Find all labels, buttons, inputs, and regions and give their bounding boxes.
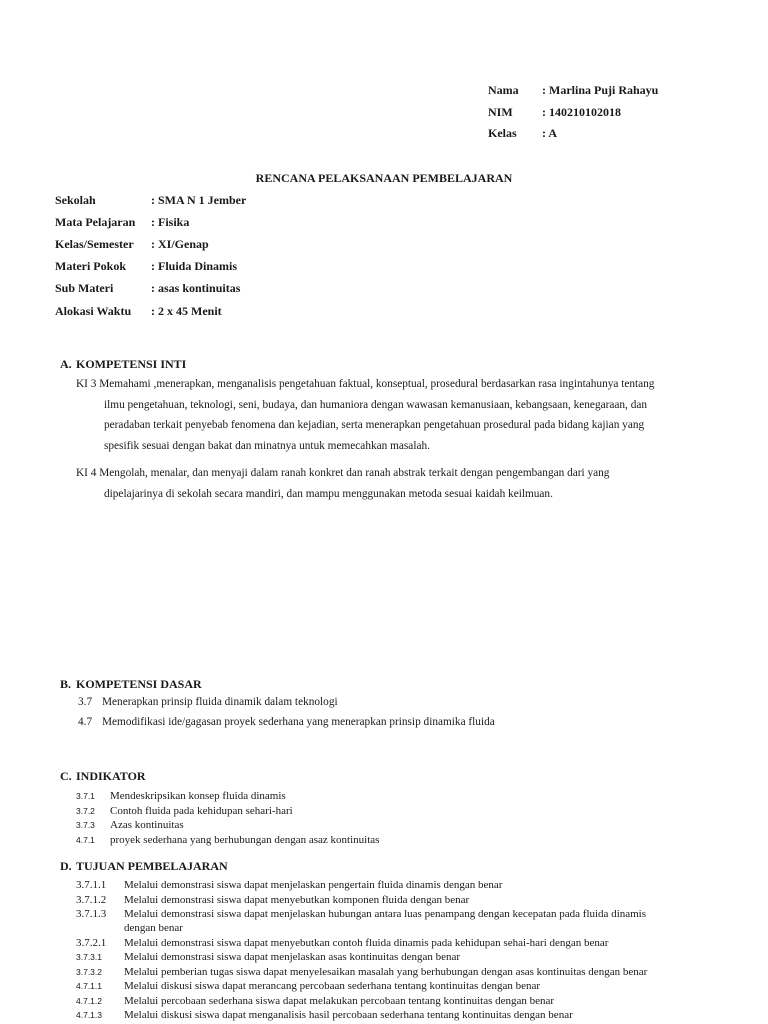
indicator-number: 3.7.2 — [76, 806, 95, 816]
indicator-text: Azas kontinuitas — [110, 819, 184, 831]
objective-number: 3.7.2.1 — [76, 937, 107, 949]
indicator-text: Contoh fluida pada kehidupan sehari-hari — [110, 805, 293, 817]
ki4-paragraph — [76, 463, 706, 504]
kd-item — [78, 716, 495, 728]
ki3-line: ilmu pengetahuan, teknologi, seni, budaya, dan humaniora dengan wawasan kemanusiaan, kebangsaan, kenegaraan, dan — [104, 398, 648, 411]
objective-text: Melalui demonstrasi siswa dapat menjelaskan asas kontinuitas dengan benar — [124, 951, 461, 963]
kd-text: Memodifikasi ide/gagasan proyek sederhana yang menerapkan prinsip dinamika fluida — [102, 716, 495, 728]
section-title: KOMPETENSI DASAR — [76, 677, 202, 691]
ki4-line: dipelajarinya di sekolah secara mandiri, dan mampu menggunakan metoda sesuai kaidah keilmuan. — [104, 487, 553, 500]
section-letter: C. — [60, 769, 72, 783]
objective-item — [76, 879, 502, 891]
objective-item — [76, 980, 540, 992]
info-value: : XI/Genap — [151, 237, 209, 251]
objective-text: Melalui pemberian tugas siswa dapat menyelesaikan masalah yang berhubungan dengan asas kontinuitas dengan benar — [124, 966, 648, 978]
section-b-heading — [60, 677, 202, 692]
indicator-item — [76, 805, 293, 817]
identity-value: : Marlina Puji Rahayu — [542, 83, 659, 97]
kd-text: Menerapkan prinsip fluida dinamik dalam teknologi — [102, 696, 338, 708]
section-d-heading — [60, 859, 228, 874]
ki3-paragraph — [76, 374, 706, 456]
info-value: : Fluida Dinamis — [151, 259, 238, 273]
ki3-line: KI 3 Memahami ,menerapkan, menganalisis pengetahuan faktual, konseptual, prosedural berdasarkan rasa ingintahunya tentang — [76, 378, 655, 390]
objective-number: 3.7.1.1 — [76, 879, 107, 891]
info-value: : asas kontinuitas — [151, 281, 241, 295]
indicator-item — [76, 819, 184, 831]
section-title: INDIKATOR — [76, 769, 146, 783]
objective-text: Melalui demonstrasi siswa dapat menjelaskan hubungan antara luas penampang dengan kecepatan pada fluida dinamis — [124, 908, 647, 920]
ki3-line: spesifik sesuai dengan bakat dan minatnya untuk memecahkan masalah. — [104, 439, 430, 452]
objective-item — [76, 908, 646, 920]
objective-text: Melalui diskusi siswa dapat merancang percobaan sederhana tentang kontinuitas dengan benar — [124, 980, 541, 992]
indicator-item — [76, 790, 286, 802]
objective-item — [76, 937, 608, 949]
info-label: Kelas/Semester — [55, 237, 134, 251]
ki4-line: KI 4 Mengolah, menalar, dan menyaji dalam ranah konkret dan ranah abstrak terkait dengan pengembangan dari yang — [76, 467, 610, 479]
info-value: : 2 x 45 Menit — [151, 304, 222, 318]
objective-item — [76, 894, 469, 906]
indicator-number: 4.7.1 — [76, 835, 95, 845]
kd-number: 3.7 — [78, 696, 93, 708]
objective-text-continued: dengan benar — [124, 922, 183, 934]
indicator-number: 3.7.1 — [76, 791, 95, 801]
section-a-heading — [60, 357, 186, 372]
section-title: TUJUAN PEMBELAJARAN — [76, 859, 228, 873]
objective-text: Melalui diskusi siswa dapat menganalisis hasil percobaan sederhana tentang kontinuitas dengan benar — [124, 1009, 573, 1021]
section-letter: A. — [60, 357, 72, 371]
objective-number: 3.7.3.2 — [76, 967, 102, 977]
info-label: Alokasi Waktu — [55, 304, 132, 318]
objective-text: Melalui demonstrasi siswa dapat menjelaskan pengertain fluida dinamis dengan benar — [124, 879, 503, 891]
section-title: KOMPETENSI INTI — [76, 357, 187, 371]
objective-number: 3.7.3.1 — [76, 952, 102, 962]
identity-label: Kelas — [488, 126, 517, 140]
indicator-text: proyek sederhana yang berhubungan dengan asaz kontinuitas — [110, 834, 380, 846]
objective-text: Melalui demonstrasi siswa dapat menyebutkan contoh fluida dinamis pada kehidupan sehai-hari dengan benar — [124, 937, 609, 949]
section-letter: B. — [60, 677, 72, 691]
objective-number: 3.7.1.3 — [76, 908, 107, 920]
identity-label: NIM — [488, 105, 513, 119]
objective-number: 3.7.1.2 — [76, 894, 107, 906]
section-c-heading — [60, 769, 146, 784]
info-label: Materi Pokok — [55, 259, 126, 273]
objective-number: 4.7.1.1 — [76, 981, 102, 991]
objective-item — [76, 951, 460, 963]
objective-text: Melalui demonstrasi siswa dapat menyebutkan komponen fluida dengan benar — [124, 894, 470, 906]
identity-label: Nama — [488, 83, 519, 97]
info-label: Sub Materi — [55, 281, 114, 295]
identity-value: : 140210102018 — [542, 105, 621, 119]
kd-number: 4.7 — [78, 716, 93, 728]
info-value: : SMA N 1 Jember — [151, 193, 247, 207]
objective-item — [76, 966, 647, 978]
info-label: Sekolah — [55, 193, 96, 207]
objective-item — [76, 995, 554, 1007]
document-title: RENCANA PELAKSANAAN PEMBELAJARAN — [255, 171, 513, 185]
section-letter: D. — [60, 859, 72, 873]
indicator-item — [76, 834, 379, 846]
objective-item — [76, 1009, 573, 1021]
indicator-number: 3.7.3 — [76, 820, 95, 830]
indicator-text: Mendeskripsikan konsep fluida dinamis — [110, 790, 286, 802]
info-value: : Fisika — [151, 215, 190, 229]
info-label: Mata Pelajaran — [55, 215, 136, 229]
kd-item — [78, 696, 338, 708]
objective-number: 4.7.1.2 — [76, 996, 102, 1006]
identity-value: : A — [542, 126, 557, 140]
objective-text: Melalui percobaan sederhana siswa dapat melakukan percobaan tentang kontinuitas dengan benar — [124, 995, 555, 1007]
ki3-line: peradaban terkait penyebab fenomena dan kejadian, serta menerapkan pengetahuan prosedural pada bidang kajian yang — [104, 419, 645, 431]
objective-number: 4.7.1.3 — [76, 1010, 102, 1020]
